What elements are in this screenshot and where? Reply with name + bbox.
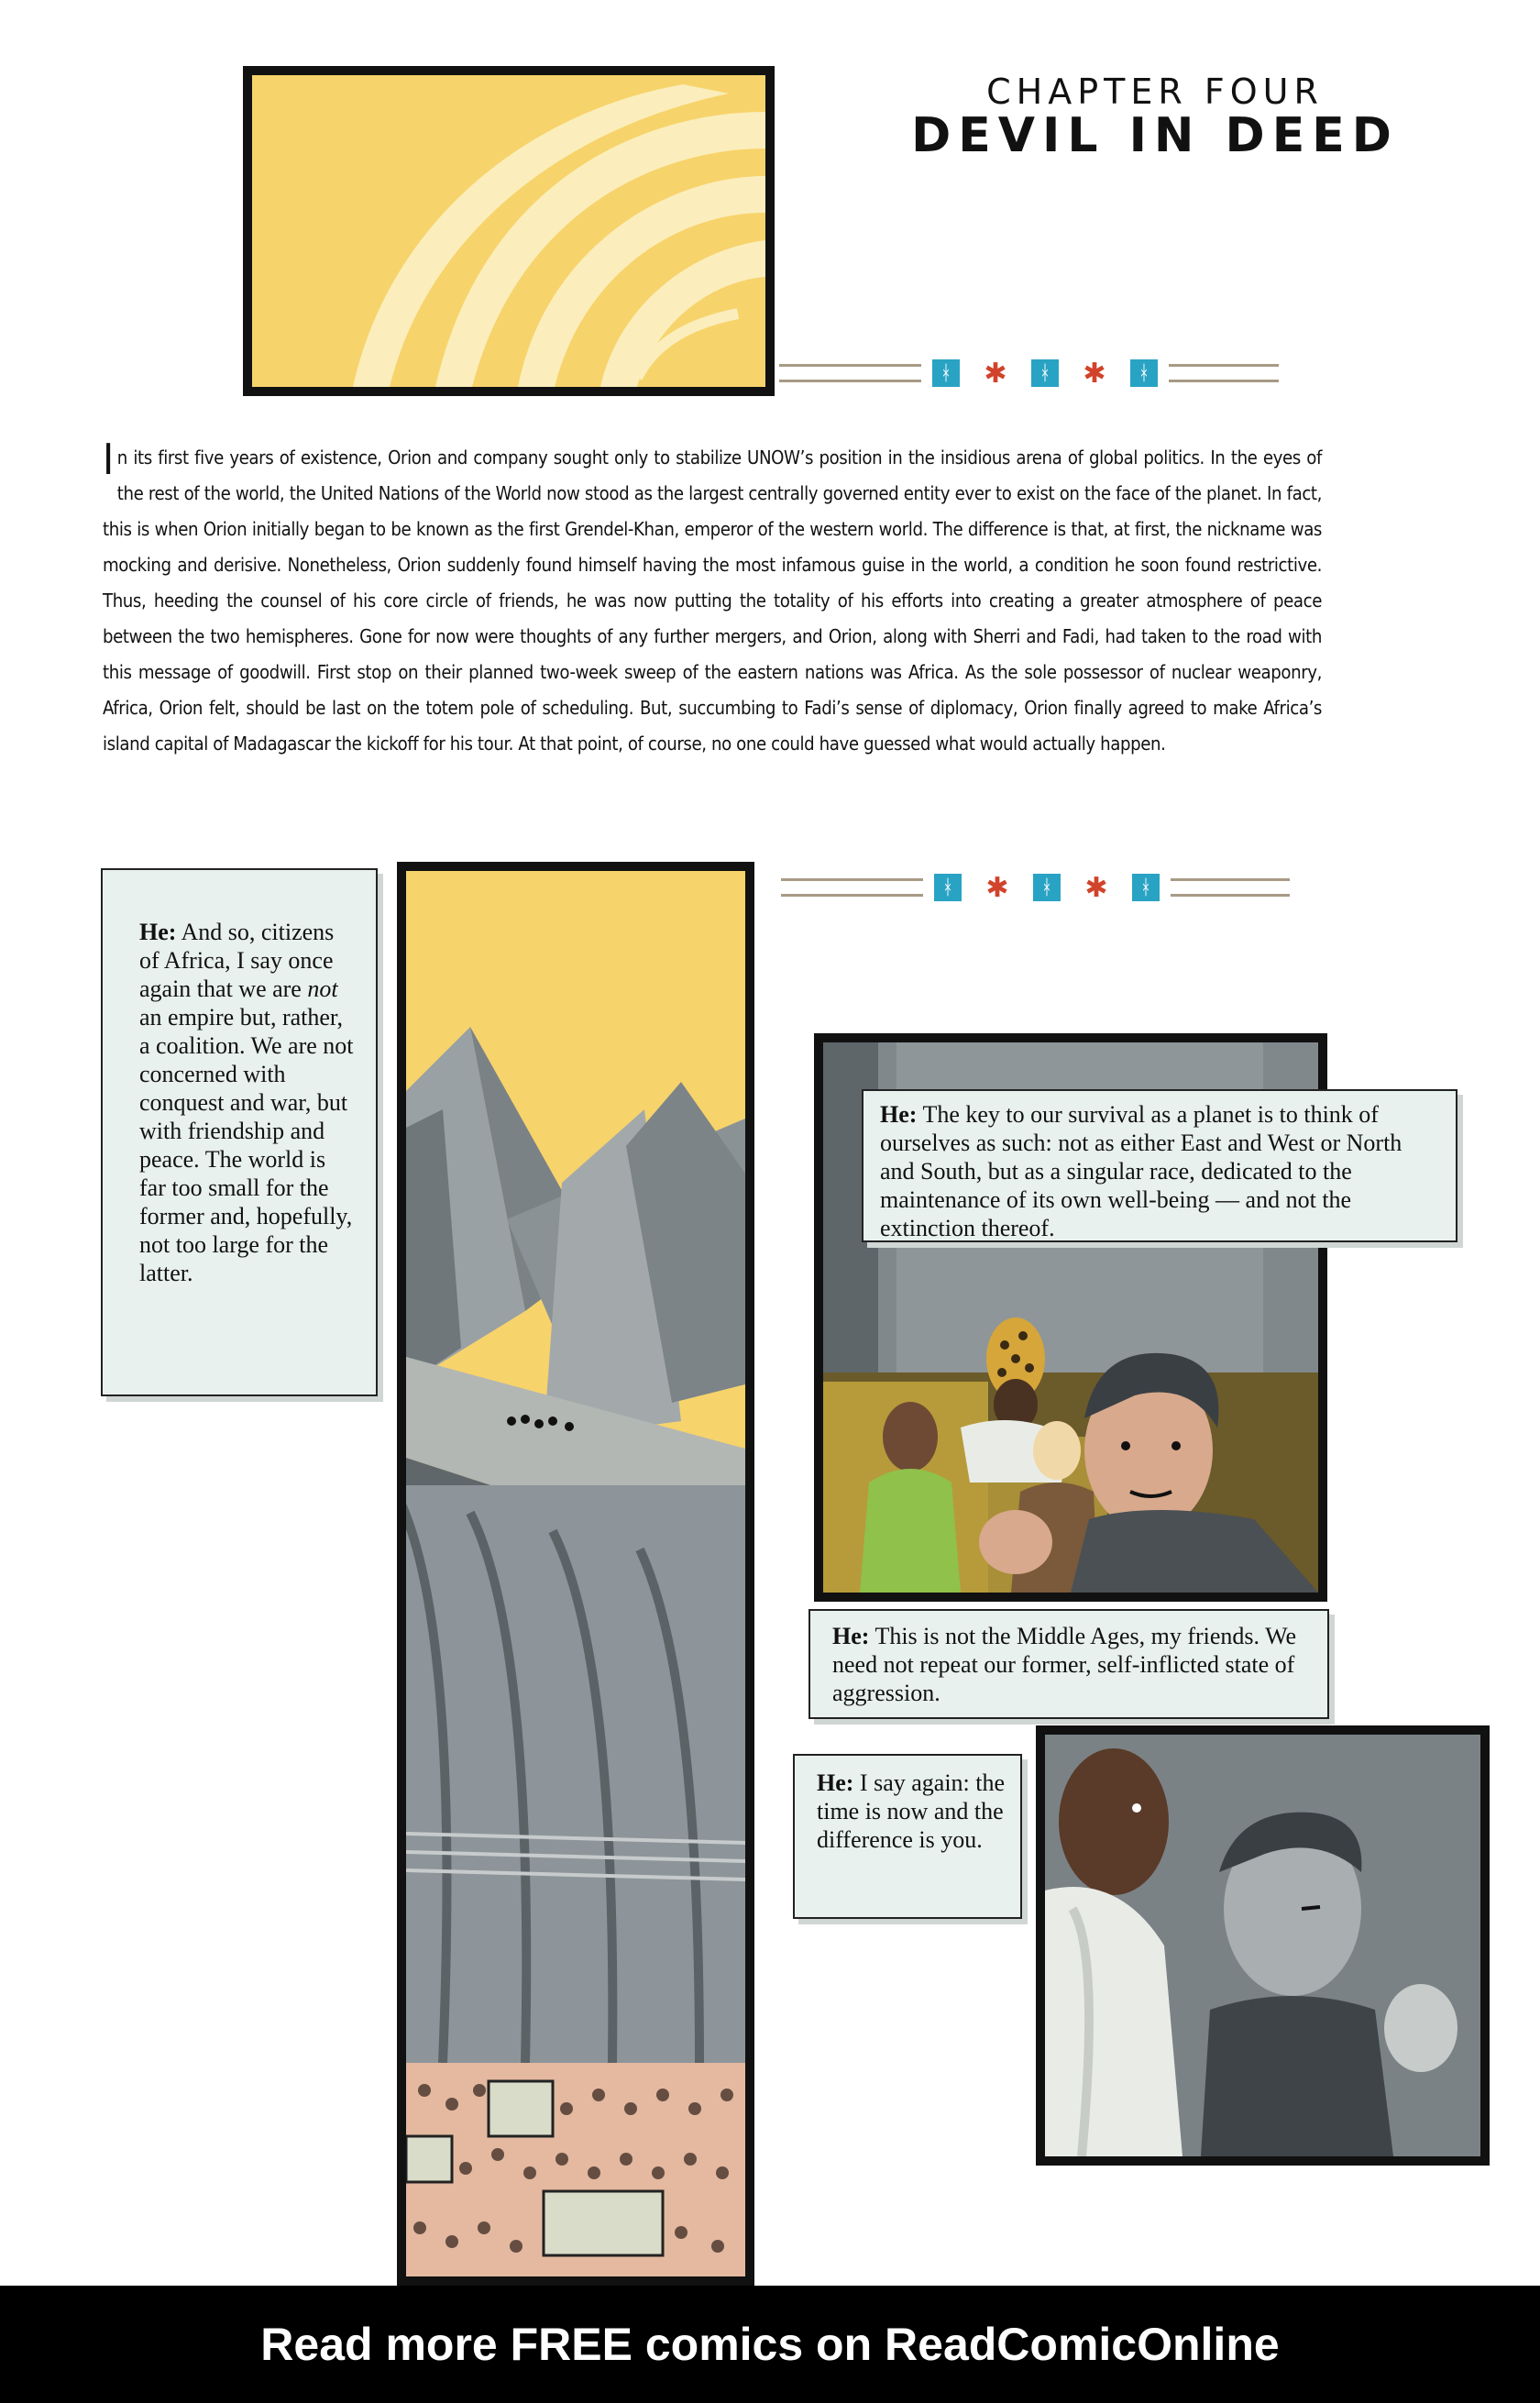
narrative-text <box>103 435 1322 762</box>
tribal-glyph-icon: ᚼ <box>1033 874 1061 901</box>
caption-text: I say again: the time is now and the difference is you. <box>817 1769 1006 1853</box>
speaker-label: He: <box>832 1623 870 1649</box>
caption-text: And so, citizens of Africa, I say once again that we are <box>139 919 335 1002</box>
tribal-glyph-icon: ✱ <box>984 357 1007 390</box>
tribal-glyph-icon: ✱ <box>1084 871 1108 904</box>
chapter-title: DEVIL IN DEED <box>911 108 1399 163</box>
tribal-glyph-icon: ᚼ <box>1130 359 1158 387</box>
speaker-label: He: <box>139 919 177 945</box>
ornament-divider-top <box>779 357 1320 390</box>
ornament-lines <box>1169 364 1279 382</box>
speaker-label: He: <box>880 1101 918 1128</box>
caption-text: an empire but, rather, a coalition. We are not concerned with conquest and war, but with friendship and peace. The world is far too small for the former and, hopefully, not too large for the latter. <box>139 1004 354 1286</box>
stadium-panel <box>397 862 754 2286</box>
tribal-glyph-icon: ✱ <box>985 871 1009 904</box>
caption-emphasis: not <box>307 976 338 1002</box>
drop-cap: I <box>103 435 114 484</box>
tribal-glyph-icon: ᚼ <box>932 359 960 387</box>
closeup-panel <box>1036 1725 1490 2166</box>
chapter-number: CHAPTER FOUR <box>986 72 1324 112</box>
ornament-lines <box>781 878 923 897</box>
tribal-glyph-icon: ᚼ <box>934 874 962 901</box>
caption-text: The key to our survival as a planet is to think of ourselves as such: not as either East and West or North and South, but as a singular race, dedicated to the maintenance of its own well-being — and not the extinction thereof. <box>880 1101 1402 1241</box>
footer-banner[interactable] <box>0 2286 1540 2403</box>
caption-speech-4 <box>793 1754 1022 1919</box>
tribal-glyph-icon: ᚼ <box>1132 874 1160 901</box>
caption-speech-2 <box>862 1089 1458 1242</box>
ornament-lines <box>1171 878 1290 897</box>
footer-link-text[interactable]: Read more FREE comics on ReadComicOnline <box>260 2319 1280 2370</box>
closeup-illustration <box>1045 1735 1480 2156</box>
ornament-divider-middle <box>781 871 1331 904</box>
tribal-glyph-icon: ✱ <box>1083 357 1106 390</box>
speaker-label: He: <box>817 1769 854 1796</box>
ornament-lines <box>779 364 921 382</box>
sun-swirl-illustration <box>252 75 765 387</box>
tribal-glyph-icon: ᚼ <box>1031 359 1059 387</box>
stadium-illustration <box>406 871 745 2276</box>
caption-speech-3 <box>808 1609 1329 1719</box>
caption-speech-1 <box>101 868 378 1396</box>
sun-panel <box>243 66 775 396</box>
caption-text: This is not the Middle Ages, my friends. We need not repeat our former, self-inflicted state of aggression. <box>832 1623 1297 1706</box>
narrative-body: n its first five years of existence, Orion and company sought only to stabilize UNOW’s position in the insidious arena of global politics. In the eyes of the rest of the world, the United Nations of the World now stood as the largest centrally governed entity ever to exist on the face of the planet. In fact, this is when Orion initially began to be known as the first Grendel-Khan, emperor of the western world. The difference is that, at first, the nickname was mocking and derisive. Nonetheless, Orion suddenly found himself having the most infamous guise in the world, a condition he soon found restrictive. Thus, heeding the counsel of his core circle of friends, he was now putting the totality of his efforts into creating a greater atmosphere of peace between the two hemispheres. Gone for now were thoughts of any further mergers, and Orion, along with Sherri and Fadi, had taken to the road with this message of goodwill. First stop on their planned two-week sweep of the eastern nations was Africa. As the sole possessor of nuclear weaponry, Africa, Orion felt, should be last on the totem pole of scheduling. But, succumbing to Fadi’s sense of diplomacy, Orion finally agreed to make Africa’s island capital of Madagascar the kickoff for his tour. At that point, of course, no one could have guessed what would actually happen. <box>103 446 1322 755</box>
